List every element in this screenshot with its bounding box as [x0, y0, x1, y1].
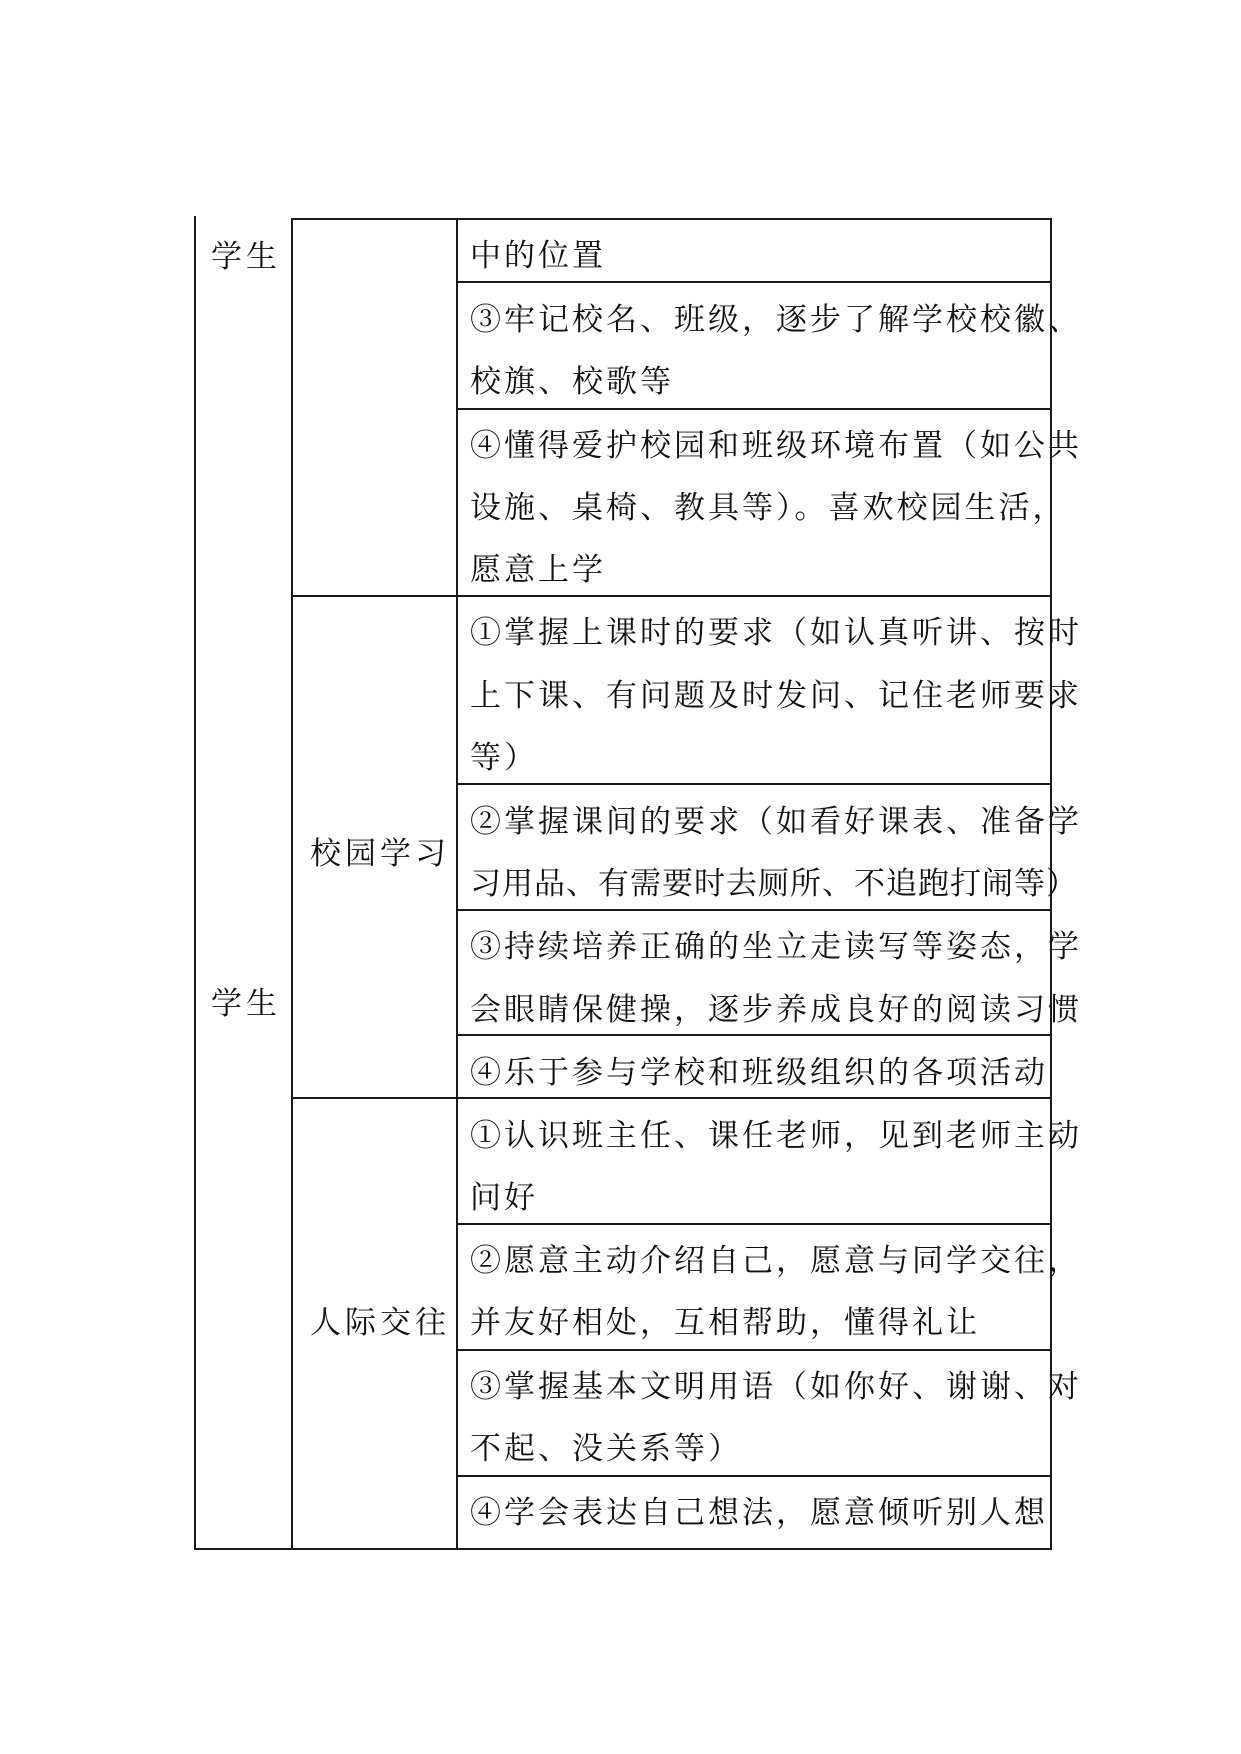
- item-text: ①掌握上课时的要求（如认真听讲、按时: [470, 615, 1082, 651]
- item-text: ②愿意主动介绍自己，愿意与同学交往，: [470, 1243, 1082, 1279]
- item-text: 等）: [470, 740, 538, 776]
- column1-label-middle: 学生: [211, 986, 281, 1022]
- item-text: 问好: [470, 1180, 538, 1216]
- border-left: [194, 216, 196, 1550]
- item-text: 设施、桌椅、教具等）。喜欢校园生活，: [470, 490, 1067, 526]
- item-text: ③掌握基本文明用语（如你好、谢谢、对: [470, 1369, 1082, 1405]
- row-divider: [456, 909, 1052, 911]
- section-divider-1: [291, 595, 1052, 597]
- row-divider: [456, 1349, 1052, 1351]
- row-divider: [456, 1034, 1052, 1036]
- item-text: ③牢记校名、班级，逐步了解学校校徽、: [470, 302, 1082, 338]
- row-divider: [456, 281, 1052, 283]
- section-label-campus-learning: 校园学习: [310, 836, 450, 872]
- row-divider: [456, 1475, 1052, 1477]
- item-text: 习用品、有需要时去厕所、不追跑打闹等）: [470, 866, 1078, 902]
- item-text: 校旗、校歌等: [470, 364, 674, 400]
- column1-label-top: 学生: [211, 239, 281, 275]
- border-bottom: [194, 1548, 1052, 1550]
- item-text: ④懂得爱护校园和班级环境布置（如公共: [470, 428, 1082, 464]
- item-text: ③持续培养正确的坐立走读写等姿态，学: [470, 929, 1082, 965]
- item-text: ①认识班主任、课任老师，见到老师主动: [470, 1118, 1082, 1154]
- section-divider-2: [291, 1097, 1052, 1099]
- item-text: ②掌握课间的要求（如看好课表、准备学: [470, 804, 1082, 840]
- row-divider: [456, 408, 1052, 410]
- row-divider: [456, 783, 1052, 785]
- border-col1: [291, 218, 293, 1550]
- row-divider: [456, 1223, 1052, 1225]
- item-text: 中的位置: [470, 238, 606, 274]
- item-text: 会眼睛保健操，逐步养成良好的阅读习惯: [470, 992, 1082, 1028]
- item-text: 并友好相处，互相帮助，懂得礼让: [470, 1305, 980, 1341]
- item-text: ④乐于参与学校和班级组织的各项活动: [470, 1055, 1048, 1091]
- border-top: [291, 218, 1052, 220]
- item-text: 上下课、有问题及时发问、记住老师要求: [470, 678, 1082, 714]
- section-label-interpersonal: 人际交往: [310, 1305, 450, 1341]
- item-text: 不起、没关系等）: [470, 1431, 742, 1467]
- item-text: 愿意上学: [470, 552, 606, 588]
- item-text: ④学会表达自己想法，愿意倾听别人想: [470, 1495, 1048, 1531]
